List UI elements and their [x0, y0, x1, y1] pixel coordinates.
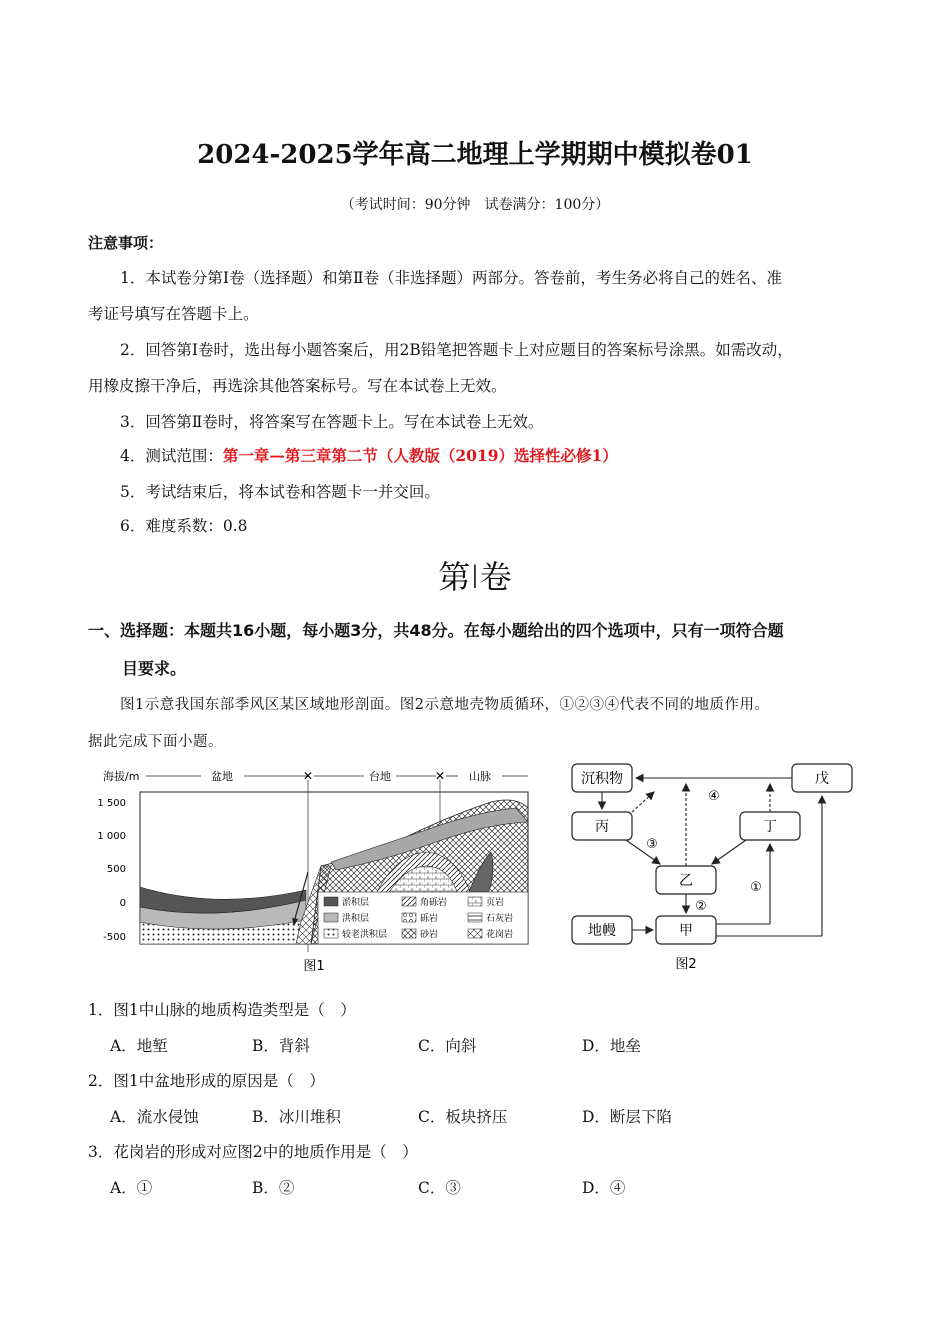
label-process-1: ①: [750, 880, 762, 895]
legend-shale: 页岩: [486, 898, 505, 908]
question-1-option-b[interactable]: B．背斜: [252, 1037, 310, 1055]
figure-2-caption: 图2: [675, 957, 697, 972]
question-2-stem: 2．图1中盆地形成的原因是（ ）: [88, 1072, 325, 1090]
exam-time-info: （考试时间：90分钟 试卷满分：100分）: [340, 197, 610, 213]
legend-conglomerate: 砾岩: [420, 914, 439, 924]
notice-item-2a: 2．回答第Ⅰ卷时，选出每小题答案后，用2B铅笔把答题卡上对应题目的答案标号涂黑。如需改动，: [120, 341, 793, 359]
node-ding: 丁: [763, 819, 777, 835]
y-tick-1000: 1 000: [97, 831, 126, 842]
node-sediment: 沉积物: [581, 771, 623, 787]
question-2-option-c[interactable]: C．板块挤压: [418, 1108, 508, 1126]
question-intro-cont: 据此完成下面小题。: [88, 734, 223, 750]
question-1-stem: 1．图1中山脉的地质构造类型是（ ）: [88, 1001, 356, 1019]
figure-1-caption: 图1: [303, 959, 325, 974]
question-1-option-a[interactable]: A．地堑: [110, 1037, 168, 1055]
section-heading-cont: 目要求。: [122, 659, 187, 678]
legend-breccia: 角砾岩: [420, 898, 448, 908]
paper-title: 2024-2025学年高二地理上学期期中模拟卷01: [197, 140, 753, 170]
question-2-option-a[interactable]: A．流水侵蚀: [110, 1108, 199, 1126]
label-process-4: ④: [708, 789, 720, 804]
notice-item-3: 3．回答第Ⅱ卷时，将答案写在答题卡上。写在本试卷上无效。: [120, 413, 544, 431]
notice-item-2b: 用橡皮擦干净后，再选涂其他答案标号。写在本试卷上无效。: [88, 377, 507, 395]
node-wu: 戊: [815, 771, 829, 787]
figure-1-terrain-profile: [96, 762, 536, 978]
node-yi: 乙: [679, 873, 693, 889]
notice-item-1a: 1．本试卷分第Ⅰ卷（选择题）和第Ⅱ卷（非选择题）两部分。答卷前，考生务必将自己的姓名、准: [120, 269, 783, 287]
question-2-option-d[interactable]: D．断层下陷: [582, 1108, 672, 1126]
region-mountain: 山脉: [469, 770, 491, 783]
volume-title: 第Ⅰ卷: [438, 558, 512, 596]
figure-2-rock-cycle: [566, 758, 866, 978]
region-platform: 台地: [369, 770, 391, 783]
node-mantle: 地幔: [588, 923, 616, 939]
question-3-option-a[interactable]: A．①: [110, 1179, 153, 1197]
svg-text:✕: ✕: [434, 769, 446, 783]
question-3-stem: 3．花岗岩的形成对应图2中的地质作用是（ ）: [88, 1143, 418, 1161]
test-scope: 第一章—第三章第二节（人教版（2019）选择性必修1）: [222, 446, 618, 465]
question-3-option-c[interactable]: C．③: [418, 1179, 461, 1197]
y-tick-neg500: -500: [103, 932, 126, 943]
legend-alluvial: 洪积层: [342, 914, 370, 924]
question-intro: 图1示意我国东部季风区某区域地形剖面。图2示意地壳物质循环，①②③④代表不同的地质作用。: [120, 697, 770, 713]
notice-item-4-prefix: 4．测试范围：: [120, 447, 223, 465]
y-tick-1500: 1 500: [97, 798, 126, 809]
y-axis-label: 海拔/m: [103, 770, 140, 783]
legend-granite: 花岗岩: [486, 930, 514, 940]
svg-text:✕: ✕: [302, 769, 314, 783]
section-heading: 一、选择题：本题共16小题，每小题3分，共48分。在每小题给出的四个选项中，只有一项符合题: [88, 621, 784, 640]
notice-item-6: 6．难度系数：0.8: [120, 517, 248, 535]
legend-silt: 淤积层: [342, 898, 370, 908]
question-1-option-d[interactable]: D．地垒: [582, 1037, 641, 1055]
y-tick-0: 0: [119, 898, 126, 909]
legend-sandstone: 砂岩: [420, 930, 439, 940]
notice-item-4: [120, 444, 618, 466]
legend-limestone: 石灰岩: [486, 914, 514, 924]
notice-item-1b: 考证号填写在答题卡上。: [88, 305, 259, 323]
question-3-option-d[interactable]: D．④: [582, 1179, 626, 1197]
label-process-2: ②: [695, 899, 707, 914]
region-basin: 盆地: [211, 770, 233, 783]
legend-old-alluvial: 较老洪积层: [342, 930, 388, 940]
question-3-option-b[interactable]: B．②: [252, 1179, 295, 1197]
question-2-option-b[interactable]: B．冰川堆积: [252, 1108, 341, 1126]
notice-heading: 注意事项：: [88, 234, 164, 252]
label-process-3: ③: [646, 837, 658, 852]
node-bing: 丙: [595, 819, 609, 835]
y-tick-500: 500: [106, 864, 126, 875]
node-jia: 甲: [679, 923, 693, 939]
question-1-option-c[interactable]: C．向斜: [418, 1037, 477, 1055]
notice-item-5: 5．考试结束后，将本试卷和答题卡一并交回。: [120, 483, 440, 501]
